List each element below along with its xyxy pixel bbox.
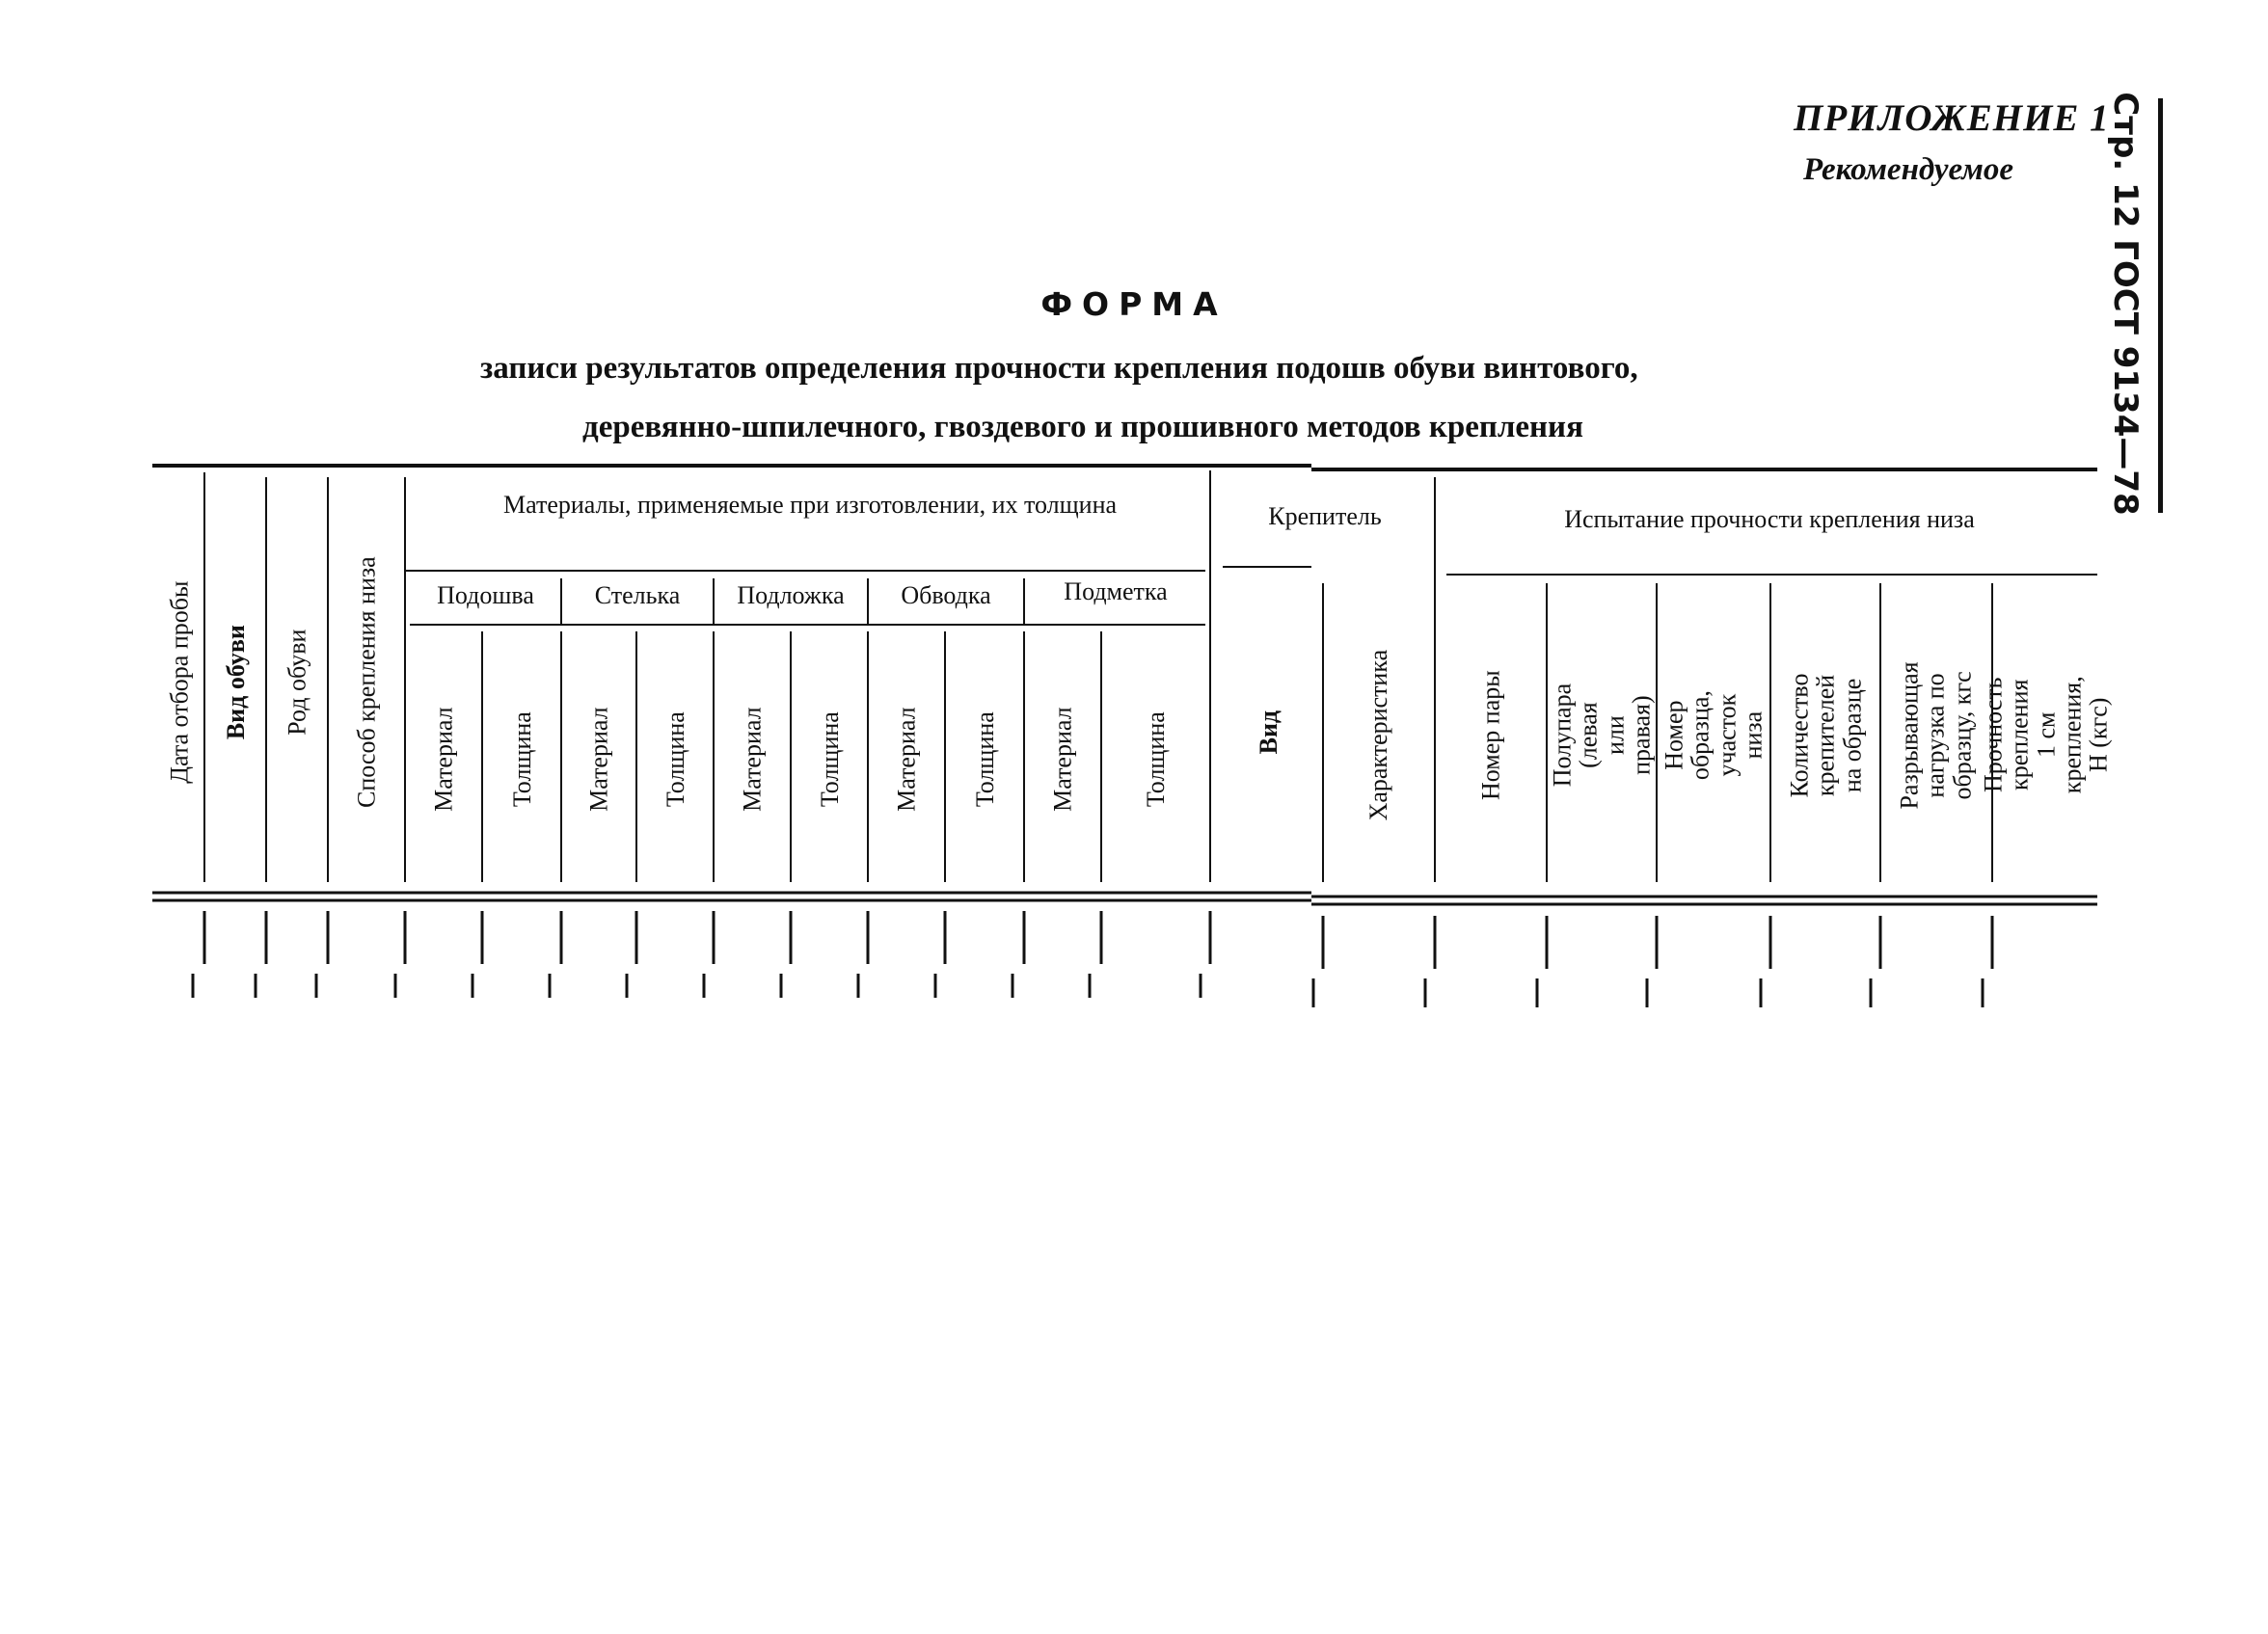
subgroup-sole: Подошва xyxy=(437,581,534,609)
col-outsole-thickness: Толщина xyxy=(1141,711,1170,807)
col-sample-number: Номер образца, участок низа xyxy=(1660,690,1768,780)
subgroup-insole: Стелька xyxy=(594,581,681,609)
test-group-header: Испытание прочности крепления низа xyxy=(1564,505,1975,533)
page-reference: Стр. 12 ГОСТ 9134—78 xyxy=(2106,92,2145,516)
col-breaking-load: Разрывающая нагрузка по образцу, кгс xyxy=(1896,660,1977,810)
col-underlay-material: Материал xyxy=(738,707,767,812)
fastener-group-header: Крепитель xyxy=(1268,502,1382,530)
form-description-line2: деревянно-шпилечного, гвоздевого и прошивного методов крепления xyxy=(582,410,1583,444)
col-half-pair: Полупара (левая или правая) xyxy=(1548,683,1656,788)
col-fastener-type: Вид xyxy=(1255,710,1283,755)
col-welt-material: Материал xyxy=(892,707,921,812)
col-fastening-strength: Прочность крепления 1 см крепления, Н (кгс) xyxy=(1979,676,2113,794)
col-fastener-characteristic: Характеристика xyxy=(1364,649,1393,821)
col-sole-material: Материал xyxy=(429,707,458,812)
subgroup-outsole: Подметка xyxy=(1064,577,1168,605)
form-title: ФОРМА xyxy=(1040,285,1228,323)
col-insole-thickness: Толщина xyxy=(661,711,689,807)
col-shoe-kind: Род обуви xyxy=(283,629,311,736)
col-sampling-date: Дата отбора пробы xyxy=(165,580,194,784)
col-fastening-method: Способ крепления низа xyxy=(352,556,381,808)
materials-group-header: Материалы, применяемые при изготовлении, их толщина xyxy=(502,491,1118,519)
appendix-title: ПРИЛОЖЕНИЕ 1 xyxy=(1794,97,2110,139)
subgroup-underlay: Подложка xyxy=(737,581,845,609)
col-shoe-type: Вид обуви xyxy=(221,624,250,739)
col-insole-material: Материал xyxy=(584,707,613,812)
col-sole-thickness: Толщина xyxy=(507,711,536,807)
col-outsole-material: Материал xyxy=(1048,707,1077,812)
subgroup-welt: Обводка xyxy=(901,581,991,609)
col-pair-number: Номер пары xyxy=(1476,670,1505,800)
col-fastener-count: Количество крепителей на образце xyxy=(1785,673,1866,797)
col-underlay-thickness: Толщина xyxy=(815,711,844,807)
form-description-line1: записи результатов определения прочности крепления подошв обуви винтового, xyxy=(480,351,1638,386)
appendix-subtitle: Рекомендуемое xyxy=(1803,152,2014,187)
col-welt-thickness: Толщина xyxy=(970,711,999,807)
